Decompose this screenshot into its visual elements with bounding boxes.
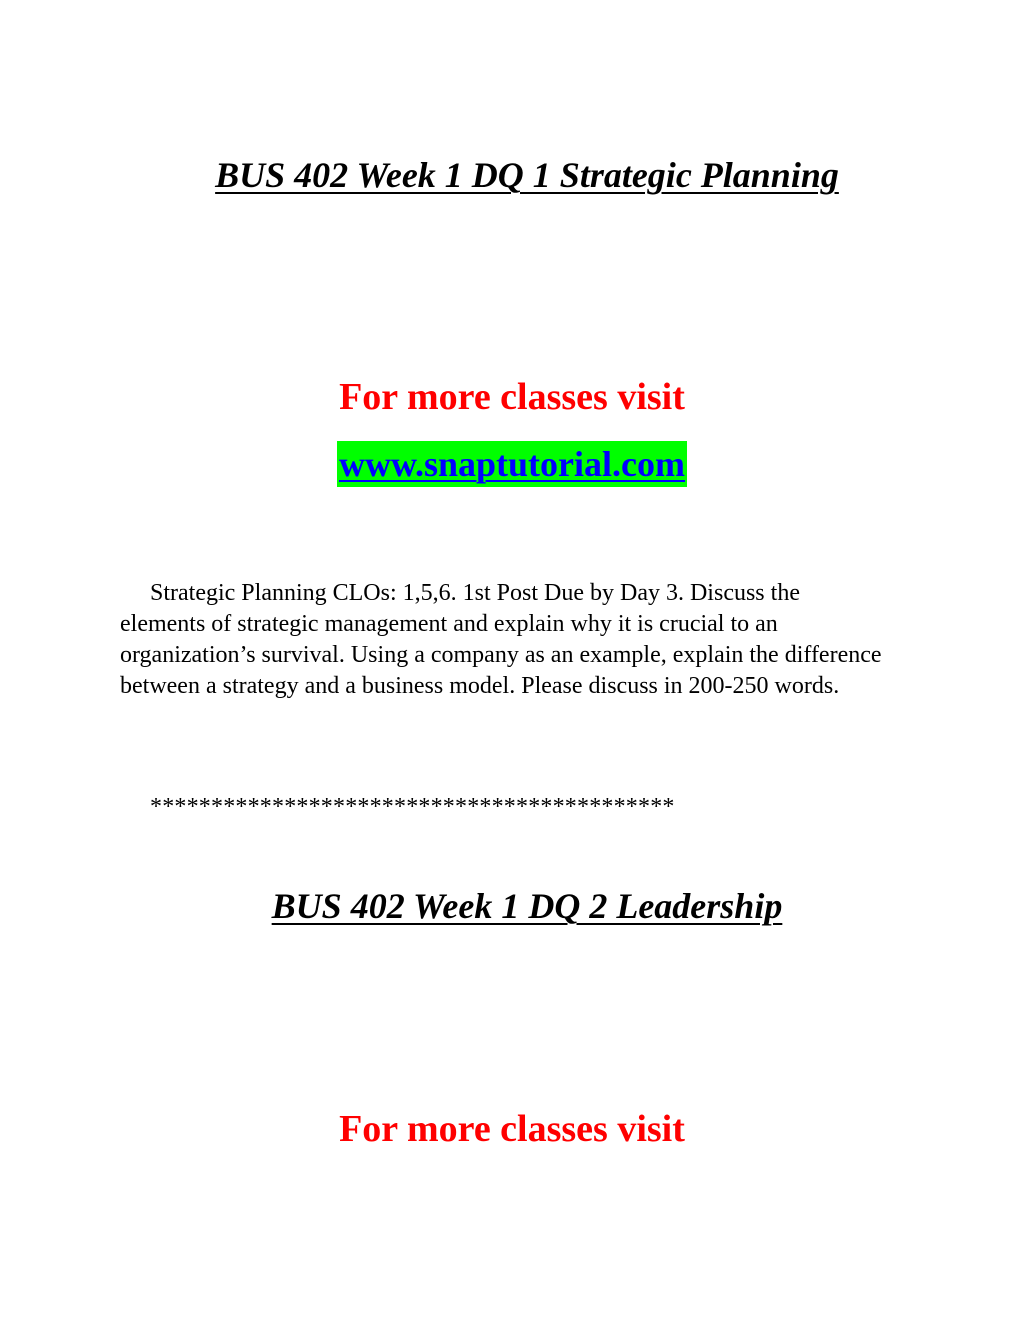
section-heading-leadership: BUS 402 Week 1 DQ 2 Leadership [271,886,783,926]
separator-asterisks: ******************************************* [150,794,675,820]
section-heading-strategic-planning: BUS 402 Week 1 DQ 1 Strategic Planning [215,155,839,195]
link-container [0,441,1024,487]
snaptutorial-link[interactable]: www.snaptutorial.com [337,441,687,487]
visit-prompt-second: For more classes visit [339,1108,685,1150]
visit-prompt: For more classes visit [339,376,685,418]
question-body: Strategic Planning CLOs: 1,5,6. 1st Post Due by Day 3. Discuss the elements of strategic management and explain why it is crucial to an organization’s survival. Using a company as an example, explain the difference between a strategy and a business model. Please discuss in 200-250 words. [120,580,882,699]
